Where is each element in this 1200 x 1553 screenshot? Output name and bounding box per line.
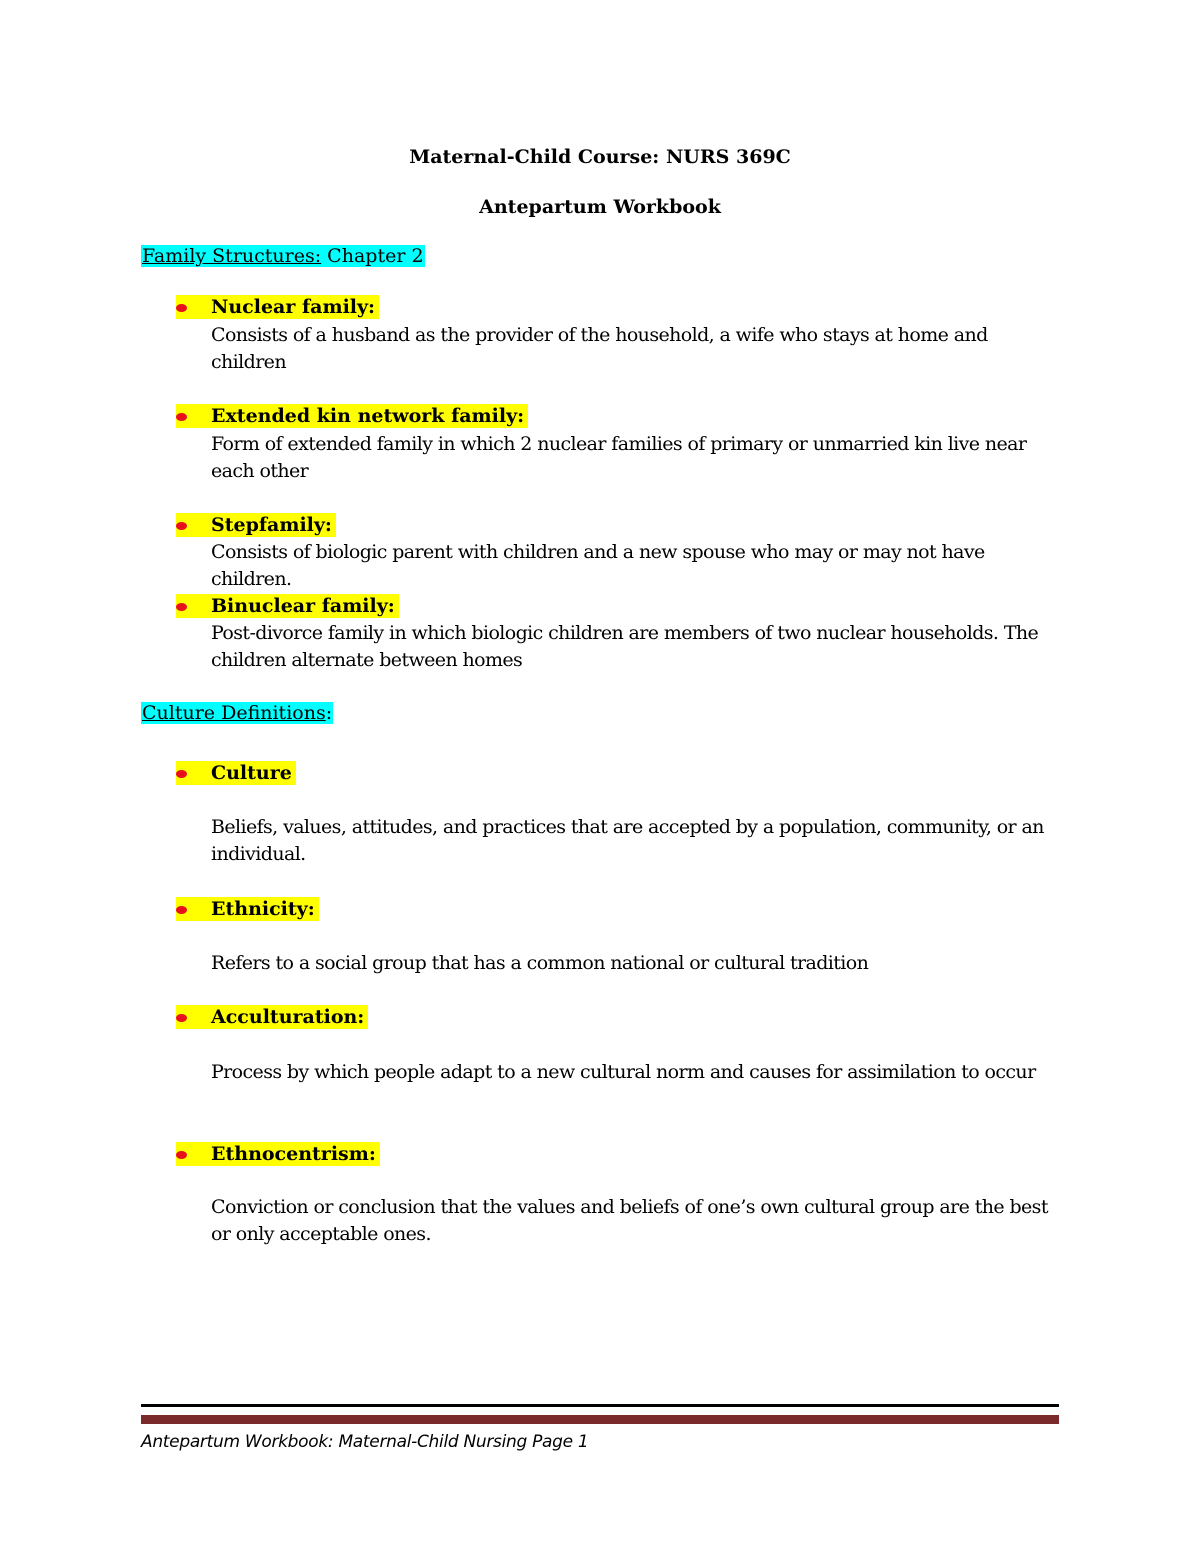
footer-rule-thick <box>141 1415 1059 1424</box>
term-label: Binuclear family: <box>176 594 399 618</box>
section-heading-link: Culture Definitions <box>142 702 326 724</box>
term-label: Ethnicity: <box>176 897 319 921</box>
term-description: Process by which people adapt to a new cultural norm and causes for assimilation to occur <box>211 1061 1036 1083</box>
section-heading-suffix: Chapter 2 <box>321 245 424 267</box>
term-description: Post-divorce family in which biologic children are members of two nuclear households. The children alternate between homes <box>211 622 1039 671</box>
bullet-icon <box>176 1014 187 1022</box>
section-heading-suffix: : <box>325 702 333 724</box>
bullet-icon <box>176 522 187 530</box>
bullet-icon <box>176 770 187 778</box>
page-footer: Antepartum Workbook: Maternal-Child Nursing Page 1 <box>141 1432 589 1452</box>
term-label: Acculturation: <box>176 1005 368 1029</box>
footer-rule-thin <box>141 1404 1059 1407</box>
section-heading-link: Family Structures: <box>142 245 322 267</box>
bullet-icon <box>176 906 187 914</box>
term-label: Extended kin network family: <box>176 404 528 428</box>
term-description: Refers to a social group that has a common national or cultural tradition <box>211 952 869 974</box>
section-heading-culture-definitions <box>141 702 333 724</box>
bullet-icon <box>176 1151 187 1159</box>
term-label: Stepfamily: <box>176 513 336 537</box>
term-description: Consists of biologic parent with children and a new spouse who may or may not have children. <box>211 541 985 590</box>
term-label: Culture <box>176 761 296 785</box>
document-subtitle: Antepartum Workbook <box>479 196 721 218</box>
document-title: Maternal-Child Course: NURS 369C <box>409 146 791 168</box>
bullet-icon <box>176 603 187 611</box>
section-heading-family-structures <box>141 245 425 267</box>
bullet-icon <box>176 304 187 312</box>
term-description: Conviction or conclusion that the values and beliefs of one’s own cultural group are the best or only acceptable ones. <box>211 1196 1048 1245</box>
term-description: Beliefs, values, attitudes, and practices that are accepted by a population, community, or an individual. <box>211 816 1044 865</box>
term-description: Form of extended family in which 2 nuclear families of primary or unmarried kin live near each other <box>211 433 1027 482</box>
term-label: Ethnocentrism: <box>176 1142 380 1166</box>
term-label: Nuclear family: <box>176 295 379 319</box>
bullet-icon <box>176 413 187 421</box>
term-description: Consists of a husband as the provider of the household, a wife who stays at home and children <box>211 324 988 373</box>
